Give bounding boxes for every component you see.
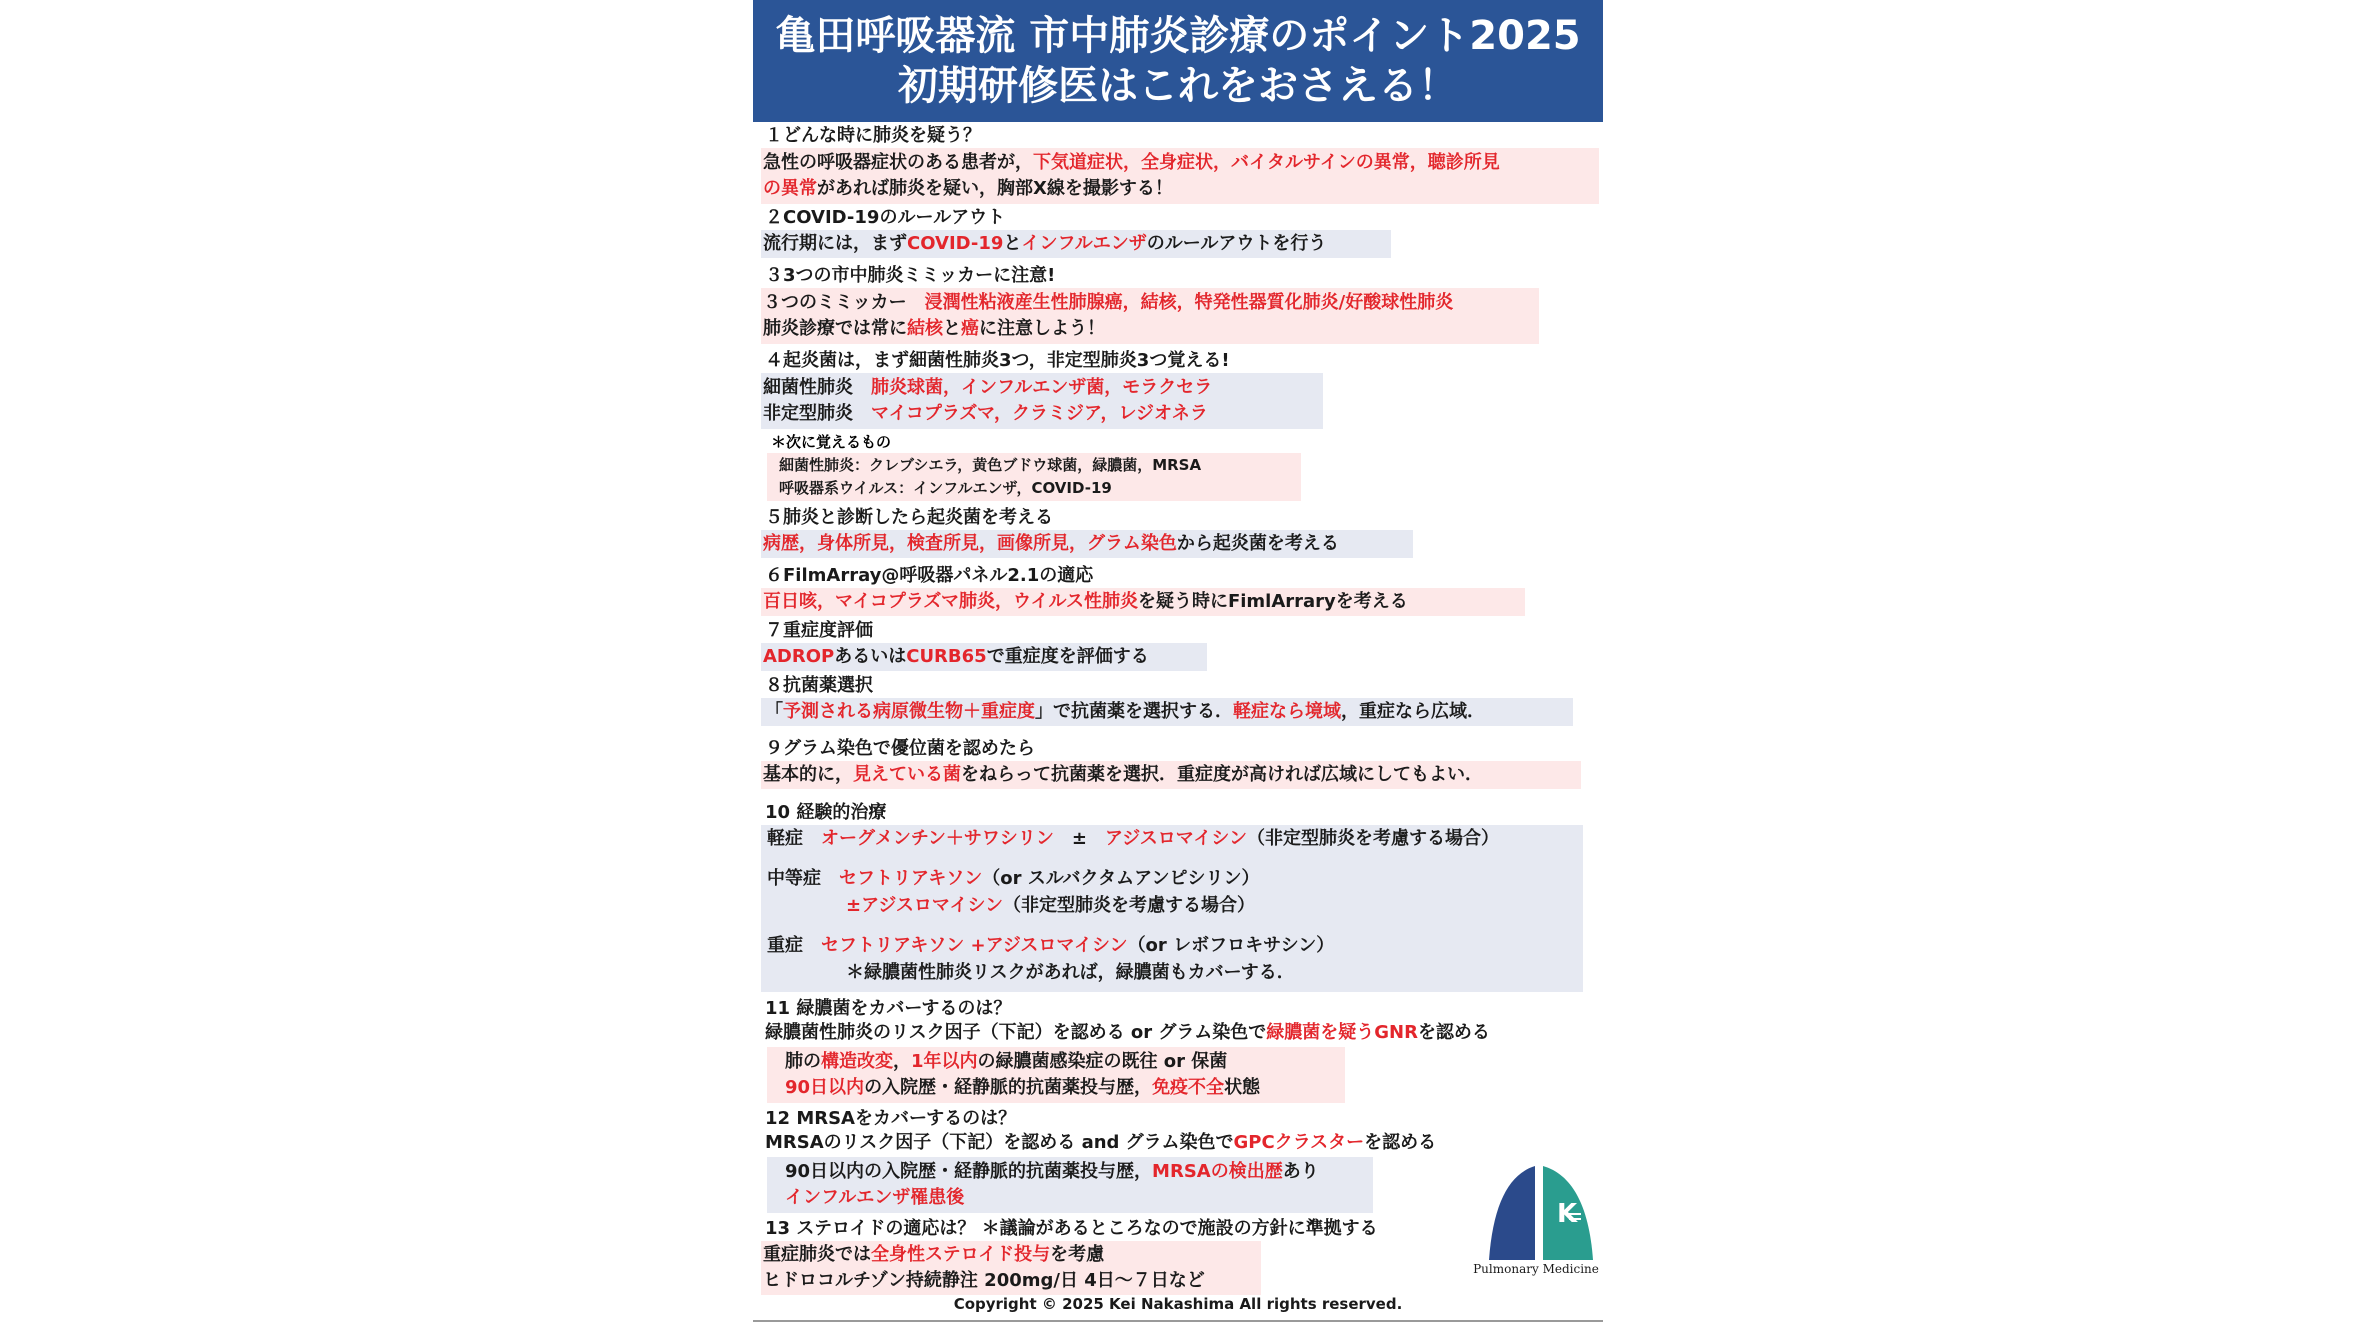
section-5-box (761, 530, 1413, 558)
logo-caption: Pulmonary Medicine (1473, 1262, 1599, 1276)
section-2-line: 流行期には，まずCOVID-19とインフルエンザのルールアウトを行う (763, 233, 1327, 254)
section-11-title: 11 緑膿菌をカバーするのは？ (765, 998, 1012, 1019)
logo-left-lung (1489, 1166, 1535, 1260)
section-12-line-2: 90日以内の入院歴・経静脈的抗菌薬投与歴，MRSAの検出歴あり (785, 1161, 1319, 1182)
section-6-line: 百日咳，マイコプラズマ肺炎，ウイルス性肺炎を疑う時にFimlArraryを考える (763, 591, 1408, 612)
treatment-mild: 軽症 オーグメンチン＋サワシリン ± アジスロマイシン（非定型肺炎を考慮する場合） (767, 828, 1499, 849)
section-13-box (761, 1241, 1261, 1295)
page-subtitle: 初期研修医はこれをおさえる！ (898, 63, 1458, 109)
section-3-line-1: ３つのミミッカー 浸潤性粘液産生性肺腺癌，結核，特発性器質化肺炎/好酸球性肺炎 (763, 292, 1454, 313)
logo-mark: K (1557, 1199, 1578, 1229)
section-2-title: ２COVID-19のルールアウト (765, 207, 1006, 228)
section-1-box (761, 148, 1599, 204)
copyright: Copyright © 2025 Kei Nakashima All rights reserved. (953, 1295, 1403, 1313)
section-1-title: １どんな時に肺炎を疑う？ (765, 125, 981, 146)
treatment-moderate: 中等症 セフトリアキソン（or スルバクタムアンピシリン） (767, 868, 1260, 889)
section-9-line: 基本的に，見えている菌をねらって抗菌薬を選択．重症度が高ければ広域にしてもよい． (763, 764, 1483, 785)
treatment-moderate-addon: ±アジスロマイシン（非定型肺炎を考慮する場合） (846, 895, 1256, 916)
section-3-box (761, 288, 1539, 344)
section-1-line-1: 急性の呼吸器症状のある患者が，下気道症状，全身症状，バイタルサインの異常，聴診所見 (763, 152, 1500, 173)
section-12-title: 12 MRSAをカバーするのは？ (765, 1108, 1017, 1129)
section-11-line-3: 90日以内の入院歴・経静脈的抗菌薬投与歴，免疫不全状態 (785, 1077, 1261, 1098)
section-13-title: 13 ステロイドの適応は？ ＊議論があるところなので施設の方針に準拠する (765, 1218, 1378, 1239)
section-4-next-line-1: 細菌性肺炎：クレブシエラ，黄色ブドウ球菌，緑膿菌，MRSA (779, 456, 1202, 474)
section-2-box (761, 230, 1391, 258)
section-6-box (761, 588, 1525, 616)
section-6-title: ６FilmArray@呼吸器パネル2.1の適応 (765, 565, 1094, 586)
pulmonary-medicine-logo (1487, 1164, 1595, 1264)
section-3-line-2: 肺炎診療では常に結核と癌に注意しよう！ (763, 318, 1105, 339)
section-4-next-line-2: 呼吸器系ウイルス：インフルエンザ，COVID-19 (779, 479, 1112, 497)
section-13-line-2: ヒドロコルチゾン持続静注 200mg/日 4日〜７日など (763, 1270, 1205, 1291)
bottom-rule (753, 1320, 1603, 1322)
section-4-box (761, 373, 1323, 429)
header-banner (753, 0, 1603, 122)
section-9-title: ９グラム染色で優位菌を認めたら (765, 738, 1035, 759)
section-4-next-title: ＊次に覚えるもの (771, 433, 892, 451)
section-9-box (761, 761, 1581, 789)
section-8-box (761, 698, 1573, 726)
section-4-title: ４起炎菌は，まず細菌性肺炎3つ，非定型肺炎3つ覚える! (765, 350, 1230, 371)
section-12-line-1: MRSAのリスク因子（下記）を認める and グラム染色でGPCクラスターを認める (765, 1132, 1437, 1153)
treatment-severe-note: ＊緑膿菌性肺炎リスクがあれば，緑膿菌もカバーする． (846, 962, 1295, 983)
section-5-title: ５肺炎と診断したら起炎菌を考える (765, 507, 1053, 528)
section-12-line-3: インフルエンザ罹患後 (785, 1187, 965, 1208)
section-4-line-1: 細菌性肺炎 肺炎球菌，インフルエンザ菌，モラクセラ (763, 377, 1213, 398)
section-8-line: 「予測される病原微生物＋重症度」で抗菌薬を選択する．軽症なら境域，重症なら広域． (765, 701, 1485, 722)
section-13-line-1: 重症肺炎では全身性ステロイド投与を考慮 (763, 1244, 1105, 1265)
section-5-line: 病歴，身体所見，検査所見，画像所見，グラム染色から起炎菌を考える (763, 533, 1339, 554)
section-4-line-2: 非定型肺炎 マイコプラズマ，クラミジア，レジオネラ (763, 403, 1208, 424)
section-1-line-2: の異常があれば肺炎を疑い，胸部X線を撮影する！ (763, 178, 1173, 199)
section-3-title: ３3つの市中肺炎ミミッカーに注意! (765, 265, 1056, 286)
section-4-next-box (767, 453, 1301, 501)
page-title: 亀田呼吸器流 市中肺炎診療のポイント2025 (775, 13, 1581, 59)
section-11-line-2: 肺の構造改変，1年以内の緑膿菌感染症の既往 or 保菌 (785, 1051, 1228, 1072)
section-7-line: ADROPあるいはCURB65で重症度を評価する (763, 646, 1149, 667)
section-8-title: ８抗菌薬選択 (765, 675, 873, 696)
section-10-title: 10 経験的治療 (765, 802, 887, 823)
section-10-box (761, 825, 1583, 992)
section-7-title: ７重症度評価 (765, 620, 873, 641)
section-11-box (767, 1047, 1345, 1103)
section-7-box (761, 643, 1207, 671)
section-11-line-1: 緑膿菌性肺炎のリスク因子（下記）を認める or グラム染色で緑膿菌を疑うGNRを認める (765, 1022, 1490, 1043)
treatment-severe: 重症 セフトリアキソン +アジスロマイシン（or レボフロキサシン） (767, 935, 1335, 956)
poster (753, 0, 1603, 1325)
section-12-box (767, 1157, 1373, 1213)
